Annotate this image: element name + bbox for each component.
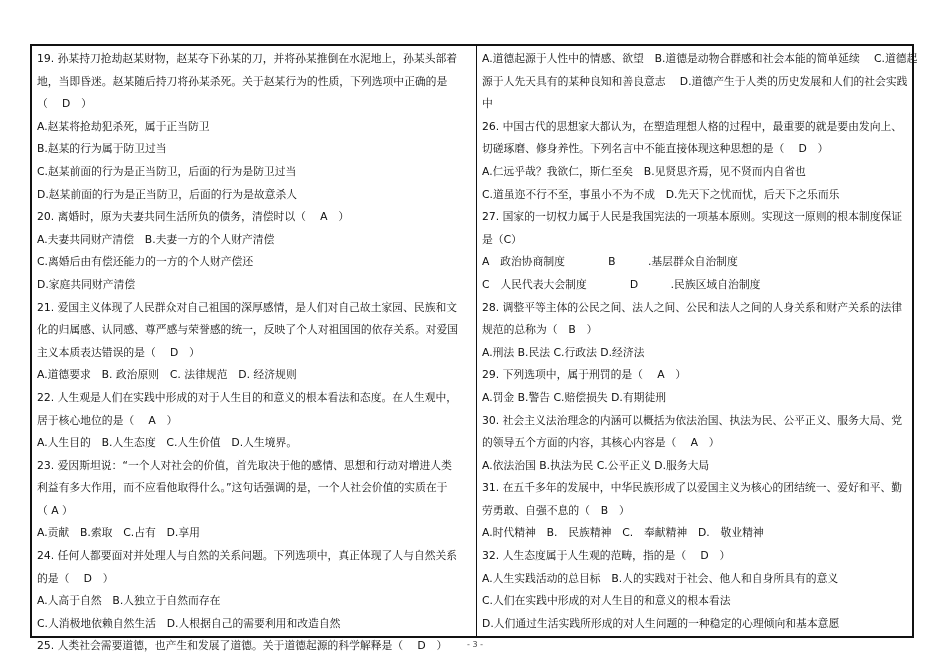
text-line: D.家庭共同财产清偿 [37, 277, 136, 291]
text-line: 22. 人生观是人们在实践中形成的对于人生目的和意义的根本看法和态度。在人生观中， [37, 390, 458, 404]
text-line: 主义本质表达错误的是（ D ） [37, 345, 200, 359]
text-line: C 人民代表大会制度 D .民族区域自治制度 [482, 277, 761, 291]
text-line: 32. 人生态度属于人生观的范畴，指的是（ D ） [482, 549, 731, 563]
text-line: D.人们通过生活实践所形成的对人生问题的一种稳定的心理倾向和基本意愿 [482, 616, 840, 630]
text-line: 20. 离婚时，原为夫妻共同生活所负的债务，清偿时以（ A ） [37, 210, 350, 224]
text-line: 中 [482, 97, 493, 111]
text-line: A.人生目的 B.人生态度 C.人生价值 D.人生境界。 [37, 436, 298, 450]
text-line: 25. 人类社会需要道德，也产生和发展了道德。关于道德起源的科学解释是（ D ） [37, 639, 448, 653]
text-line: 化的归属感、认同感、尊严感与荣誉感的统一，反映了个人对祖国国的依存关系。对爱国 [37, 323, 459, 337]
text-line: A.刑法 B.民法 C.行政法 D.经济法 [482, 345, 645, 359]
right-column [482, 48, 918, 635]
text-line: 利益有多大作用，而不应看他取得什么。”这句话强调的是，一个人社会价值的实质在于 [37, 481, 448, 495]
text-line: C.人消极地依赖自然生活 D.人根据自己的需要利用和改造自然 [37, 616, 341, 630]
text-line: C.道虽迩不行不至，事虽小不为不成 D.先天下之忧而忧，后天下之乐而乐 [482, 187, 840, 201]
text-line: A.道德要求 B. 政治原则 C. 法律规范 D. 经济规则 [37, 368, 297, 382]
column-divider [476, 44, 477, 638]
text-line: C.赵某前面的行为是正当防卫，后面的行为是防卫过当 [37, 164, 297, 178]
text-line: 27. 国家的一切权力属于人民是我国宪法的一项基本原则。实现这一原则的根本制度保证 [482, 210, 903, 224]
text-line: A.罚金 B.警告 C.赔偿损失 D.有期徒刑 [482, 390, 667, 404]
text-line: （ D ） [37, 97, 92, 111]
text-line: A.夫妻共同财产清偿 B.夫妻一方的个人财产清偿 [37, 232, 275, 246]
text-line: 的领导五个方面的内容，其核心内容是（ A ） [482, 436, 720, 450]
text-line: 切磋琢磨、修身养性。下列名言中不能直接体现这种思想的是（ D ） [482, 142, 829, 156]
text-line: A.依法治国 B.执法为民 C.公平正义 D.服务大局 [482, 458, 710, 472]
text-line: （ A ） [37, 503, 73, 517]
text-line: B.赵某的行为属于防卫过当 [37, 142, 167, 156]
text-line: 的是（ D ） [37, 571, 114, 585]
text-line: 源于人先天具有的某种良知和善良意志 D.道德产生于人类的历史发展和人们的社会实践 [482, 74, 908, 88]
text-line: 28. 调整平等主体的公民之间、法人之间、公民和法人之间的人身关系和财产关系的法律 [482, 300, 903, 314]
text-line: 规范的总称为（ B ） [482, 323, 598, 337]
text-line: A 政治协商制度 B .基层群众自治制度 [482, 255, 738, 269]
text-line: 是（C） [482, 232, 522, 246]
text-line: 29. 下列选项中，属于刑罚的是（ A ） [482, 368, 687, 382]
page-number: - 3 - [467, 640, 483, 649]
text-line: 居于核心地位的是（ A ） [37, 413, 178, 427]
text-line: A.赵某将抢劫犯杀死，属于正当防卫 [37, 119, 210, 133]
text-line: 26. 中国古代的思想家大都认为，在塑造理想人格的过程中，最重要的就是要由发向上、 [482, 119, 903, 133]
text-line: A.贡献 B.索取 C.占有 D.享用 [37, 526, 200, 540]
text-line: A.人生实践活动的总目标 B.人的实践对于社会、他人和自身所具有的意义 [482, 571, 839, 585]
text-line: 21. 爱国主义体现了人民群众对自己祖国的深厚感情，是人们对自己故土家园、民族和文 [37, 300, 458, 314]
text-line: 23. 爱因斯坦说：“一个人对社会的价值，首先取决于他的感情、思想和行动对增进人类 [37, 458, 452, 472]
text-line: 31. 在五千多年的发展中，中华民族形成了以爱国主义为核心的团结统一、爱好和平、勤 [482, 481, 903, 495]
text-line: 地，当即昏迷。赵某随后持刀将孙某杀死。关于赵某行为的性质，下列选项中正确的是 [37, 74, 448, 88]
text-line: 19. 孙某持刀抢劫赵某财物，赵某夺下孙某的刀，并将孙某推倒在水泥地上，孙某头部着 [37, 52, 458, 65]
text-line: 30. 社会主义法治理念的内涵可以概括为依法治国、执法为民、公平正义、服务大局、党 [482, 413, 903, 427]
text-line: A.人高于自然 B.人独立于自然而存在 [37, 594, 221, 608]
text-line: A.道德起源于人性中的情感、欲望 B.道德是动物合群感和社会本能的简单延续 C.道德起 [482, 52, 918, 65]
text-line: C.人们在实践中形成的对人生目的和意义的根本看法 [482, 594, 731, 608]
text-line: C.离婚后由有偿还能力的一方的个人财产偿还 [37, 255, 254, 269]
text-line: D.赵某前面的行为是正当防卫，后面的行为是故意杀人 [37, 187, 298, 201]
text-line: A.仁远乎哉？我欲仁，斯仁至矣 B.见贤思齐焉，见不贤而内自省也 [482, 164, 806, 178]
text-line: 24. 任何人都要面对并处理人与自然的关系问题。下列选项中，真正体现了人与自然关系 [37, 549, 458, 563]
left-column [37, 48, 471, 658]
text-line: A.时代精神 B. 民族精神 C. 奉献精神 D. 敬业精神 [482, 526, 764, 540]
text-line: 劳勇敢、自强不息的（ B ） [482, 503, 630, 517]
